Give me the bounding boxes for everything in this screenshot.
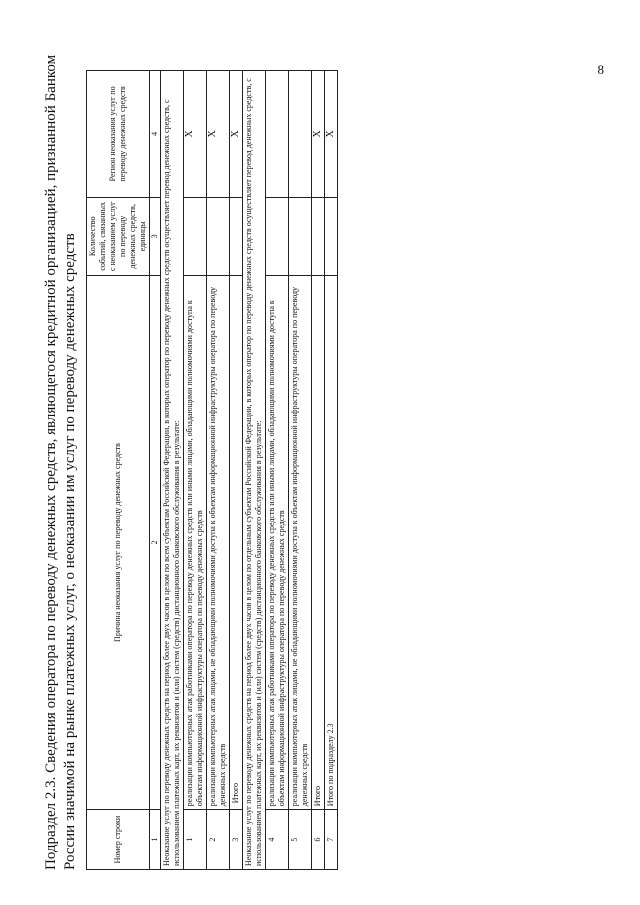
table-row [266,71,289,870]
row-region: X [312,71,325,198]
table-row [289,71,312,870]
row-number: 5 [289,810,312,870]
row-event-count [230,197,243,275]
row-event-count [184,197,207,275]
incidents-table [86,70,338,870]
row-region [266,71,289,198]
row-event-count [289,197,312,275]
table-row [184,71,207,870]
column-number: 4 [150,71,161,198]
header-region: Регион неоказания услуг по переводу денежных средств [87,71,150,198]
row-number: 3 [230,810,243,870]
row-event-count [325,197,338,275]
row-reason: реализации компьютерных атак работниками оператора по переводу денежных средств или иными лицами, обладающими полномочиями доступа к объектам информационной инфраструктуры оператора по переводу денежных средств [266,275,289,809]
row-region [289,71,312,198]
table-header-row [87,71,150,870]
row-reason: реализации компьютерных атак лицами, не обладающими полномочиями доступа к объектам информационной инфраструктуры оператора по переводу денежных средств [207,275,230,809]
table-row [230,71,243,870]
table-row [312,71,325,870]
section-title: Неоказание услуг по переводу денежных средств на период более двух часов в целом по отдельным субъектам Российской Федерации, в которых оператор по переводу денежных средств осуществляет перевод денежных средств, с использованием платежных карт, их реквизитов и (или) систем (средств) дистанционного банковского обслуживания в результате: [243,71,266,870]
row-number: 1 [184,810,207,870]
row-region: X [207,71,230,198]
row-reason: Итого [230,275,243,809]
section-row [243,71,266,870]
row-number: 6 [312,810,325,870]
row-number: 4 [266,810,289,870]
row-region: X [325,71,338,198]
column-number: 2 [150,275,161,809]
row-event-count [207,197,230,275]
column-number: 3 [150,197,161,275]
section-title: Неоказание услуг по переводу денежных средств на период более двух часов в целом по всем субъектам Российской Федерации, в которых оператор по переводу денежных средств осуществляет перевод денежных средств, с использованием платежных карт, их реквизитов и (или) систем (средств) дистанционного банковского обслуживания в результате: [161,71,184,870]
row-event-count [266,197,289,275]
section-heading: Подраздел 2.3. Сведения оператора по переводу денежных средств, являющегося кредитной организацией, признанной Банком России значимой на рынке платежных услуг, о неоказании им услуг по переводу денежных средств [43,54,78,870]
row-reason: Итого по подразделу 2.3 [325,275,338,809]
page-number: 8 [597,62,604,77]
column-number: 1 [150,810,161,870]
table-row [207,71,230,870]
row-number: 7 [325,810,338,870]
section-row [161,71,184,870]
table-row [325,71,338,870]
row-number: 2 [207,810,230,870]
row-region: X [230,71,243,198]
header-reason: Причина неоказания услуг по переводу денежных средств [87,275,150,809]
row-reason: реализации компьютерных атак работниками оператора по переводу денежных средств или иными лицами, обладающими полномочиями доступа к объектам информационной инфраструктуры оператора по переводу денежных средств [184,275,207,809]
row-reason: Итого [312,275,325,809]
row-region: X [184,71,207,198]
row-event-count [312,197,325,275]
row-reason: реализации компьютерных атак лицами, не обладающими полномочиями доступа к объектам информационной инфраструктуры оператора по переводу денежных средств [289,275,312,809]
column-number-row [150,71,161,870]
rotated-page-content [42,50,602,870]
header-row-number: Номер строки [87,810,150,870]
header-event-count: Количество событий, связанных с неоказанием услуг по переводу денежных средств, единицы [87,197,150,275]
